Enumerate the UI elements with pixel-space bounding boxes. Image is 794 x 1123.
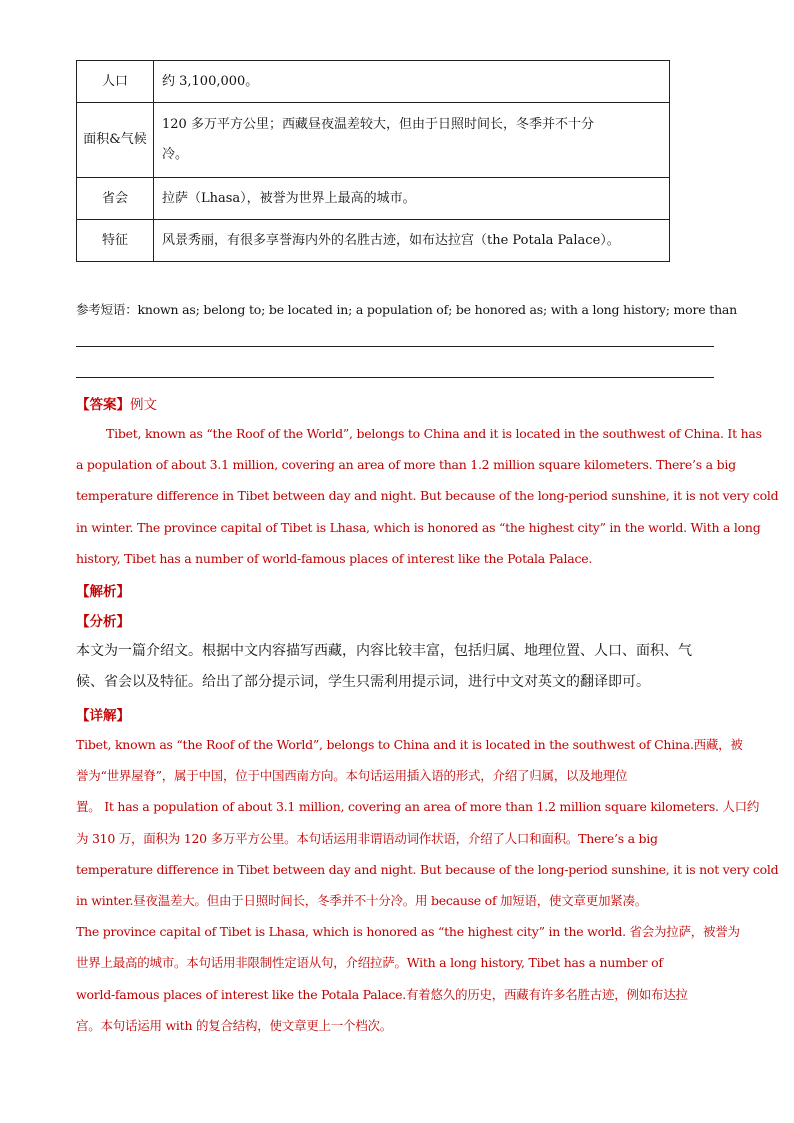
- table-key-cell: 人口: [77, 61, 154, 103]
- analysis-line: 本文为一篇介绍文。根据中文内容描写西藏，内容比较丰富，包括归属、地理位置、人口、面积、气: [76, 643, 692, 659]
- essay-line: in winter. The province capital of Tibet is Lhasa, which is honored as “the highest city” in the world. With a long: [76, 519, 761, 535]
- answer-write-line: [76, 377, 714, 378]
- detail-text: [76, 729, 779, 1041]
- detail-line: The province capital of Tibet is Lhasa, which is honored as “the highest city” in the world. 省会为拉萨，被誉为: [76, 924, 740, 940]
- detail-line: world-famous places of interest like the Potala Palace.有着悠久的历史，西藏有许多名胜古迹，例如布达拉: [76, 986, 688, 1002]
- answer-tag: 【答案】: [76, 397, 130, 413]
- detail-line: Tibet, known as “the Roof of the World”, belongs to China and it is located in the southwest of China.西藏，被: [76, 737, 743, 752]
- detail-line: 誉为“世界屋脊”，属于中国，位于中国西南方向。本句话运用插入语的形式，介绍了归属，以及地理位: [76, 768, 628, 784]
- detail-tag: 【详解】: [76, 708, 130, 724]
- table-value-line: 120 多万平方公里；西藏昼夜温差较大，但由于日照时间长，冬季并不十分: [162, 117, 594, 132]
- table-key-cell: 特征: [77, 220, 154, 262]
- table-value-cell: [154, 220, 670, 262]
- detail-line: 宫。本句话运用 with 的复合结构，使文章更上一个档次。: [76, 1017, 392, 1033]
- analysis-line: 候、省会以及特征。给出了部分提示词，学生只需利用提示词，进行中文对英文的翻译即可。: [76, 674, 650, 690]
- table-value-cell: [154, 103, 670, 178]
- answer-heading: [76, 393, 157, 413]
- table-key-cell: 省会: [77, 178, 154, 220]
- answer-write-line: [76, 346, 714, 347]
- answer-subtitle: 例文: [130, 397, 157, 413]
- essay-line: a population of about 3.1 million, covering an area of more than 1.2 million square kilometers. There’s a big: [76, 457, 736, 473]
- detail-line: temperature difference in Tibet between day and night. But because of the long-period sunshine, it is not very cold: [76, 861, 779, 877]
- table-value-line: 约 3,100,000。: [162, 73, 259, 89]
- detail-line: 置。 It has a population of about 3.1 million, covering an area of more than 1.2 million square kilometers. 人口约: [76, 799, 760, 815]
- essay-line: Tibet, known as “the Roof of the World”, belongs to China and it is located in the southwest of China. It has: [106, 426, 762, 441]
- table-row: [77, 61, 670, 103]
- table-value-line: 冷。: [162, 147, 189, 162]
- sample-essay: [76, 418, 779, 574]
- reference-phrases: 参考短语：known as; belong to; be located in; a population of; be honored as; with a long history; more than: [76, 302, 738, 317]
- table-key-cell: 面积&气候: [77, 103, 154, 178]
- table-row: [77, 220, 670, 262]
- essay-line: history, Tibet has a number of world-famous places of interest like the Potala Palace.: [76, 550, 593, 566]
- table-value-line: 风景秀丽，有很多享誉海内外的名胜古迹，如布达拉宫（the Potala Palace）。: [162, 232, 620, 248]
- detail-line: in winter.昼夜温差大。但由于日照时间长，冬季并不十分冷。用 because of 加短语，使文章更加紧凑。: [76, 892, 648, 908]
- table-row: [77, 103, 670, 178]
- detail-line: 为 310 万，面积为 120 多万平方公里。本句话运用非谓语动词作状语，介绍了人口和面积。There’s a big: [76, 830, 658, 846]
- analysis-text: [76, 636, 692, 698]
- tibet-info-table: [76, 60, 670, 262]
- detail-line: 世界上最高的城市。本句话用非限制性定语从句，介绍拉萨。With a long history, Tibet has a number of: [76, 955, 663, 971]
- table-row: [77, 178, 670, 220]
- essay-line: temperature difference in Tibet between day and night. But because of the long-period sunshine, it is not very cold: [76, 488, 779, 504]
- table-value-cell: [154, 178, 670, 220]
- table-value-cell: [154, 61, 670, 103]
- explanation-tag: 【解析】: [76, 584, 130, 600]
- analysis-tag: 【分析】: [76, 614, 130, 630]
- table-value-line: 拉萨（Lhasa），被誉为世界上最高的城市。: [162, 190, 416, 206]
